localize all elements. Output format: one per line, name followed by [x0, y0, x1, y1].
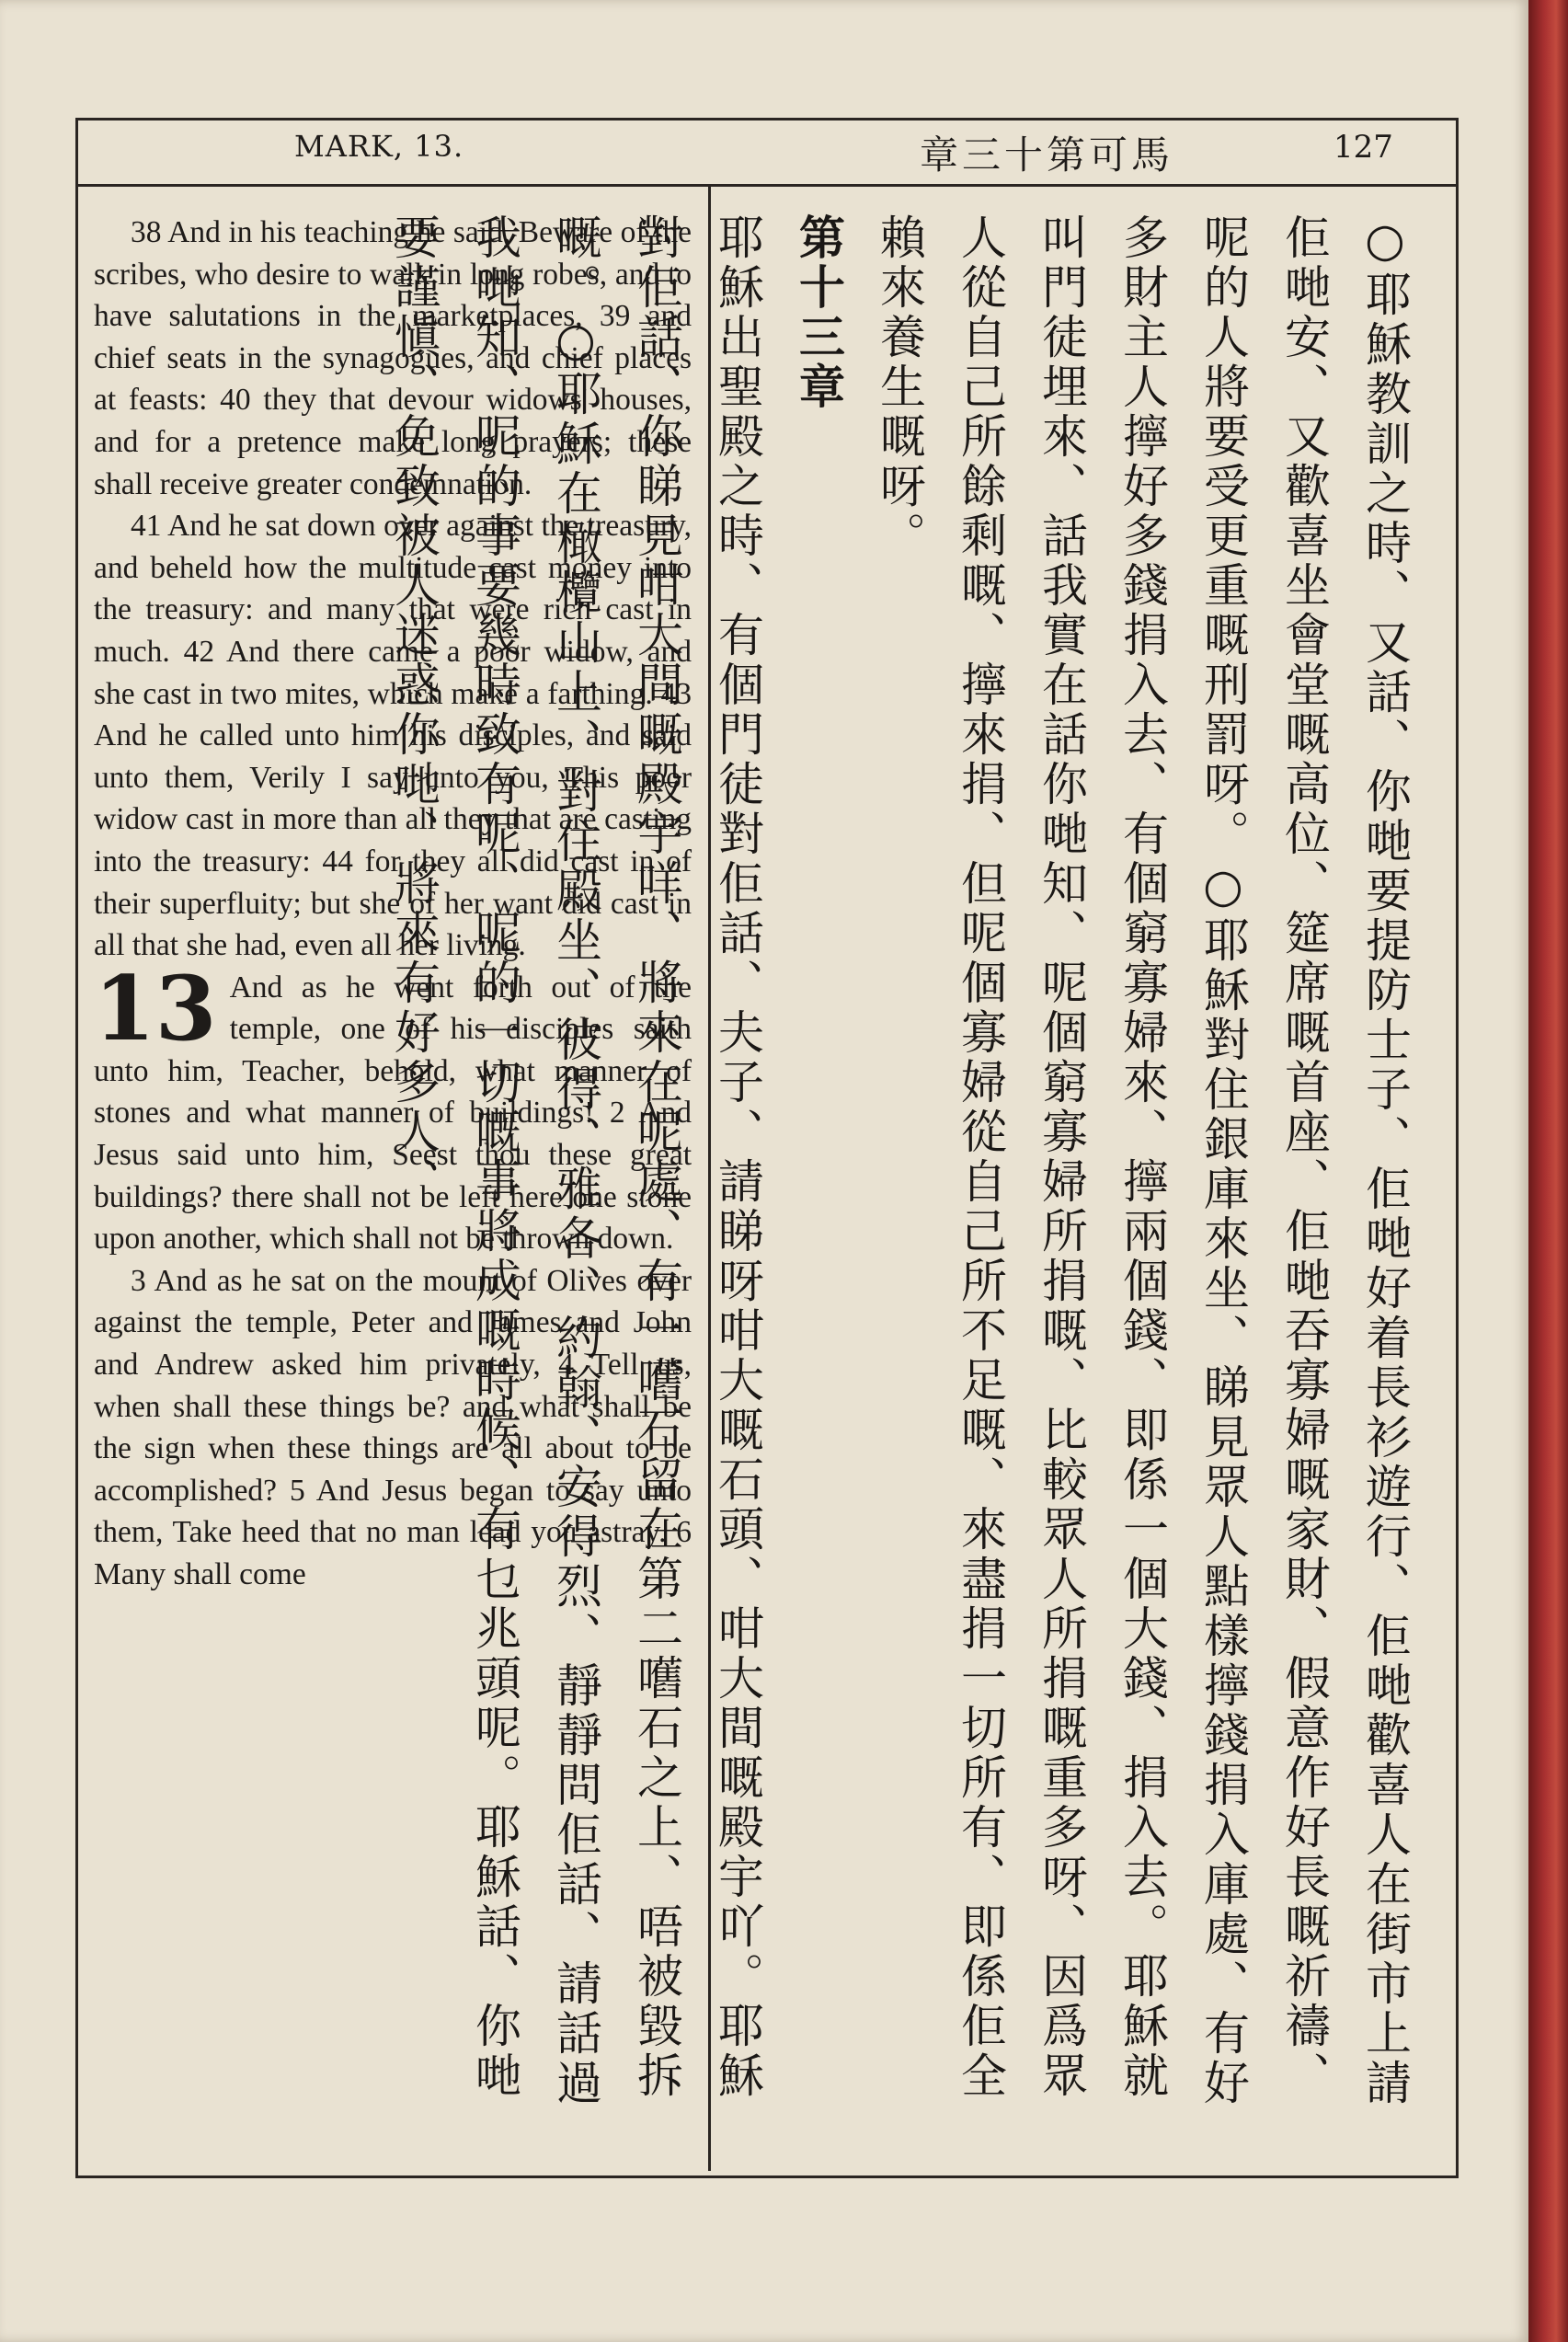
book-edge	[1528, 0, 1568, 2342]
paragraph-verse-41: 41 And he sat down over against the treasury, and beheld how the multitude cast money into the treasury: and many that were rich cast in much. 42 And there came a poor widow, and she cast in two mites, which make a farthing. 43 And he called unto him his disciples, and said unto them, Verily I say unto you, This poor widow cast in more than all they that are casting into the treasury: 44 for they all did cast in of their superfluity; but she of her want did cast in all that she had, even all her living.	[94, 509, 692, 963]
paragraph-verse-3: 3 And as he sat on the mount of Olives over against the temple, Peter and James and John and Andrew asked him privately, 4 Tell us, when shall these things be? and what shall be the sign when these things are all about to be accomplished? 5 And Jesus began to say unto them, Take heed that no man lead you astray. 6 Many shall come	[94, 1263, 692, 1591]
running-head-english: MARK, 13.	[294, 129, 464, 164]
running-head-chinese: 章三十第可馬	[920, 132, 1174, 178]
chinese-passage-ch12: ○耶穌教訓之時、又話、你哋要提防士子、佢哋好着長衫遊行、佢哋歡喜人在街市上請佢哋安、又歡喜坐會堂嘅高位、筵席嘅首座、佢哋吞寡婦嘅家財、假意作好長嘅祈禱、呢的人將要受更重嘅刑罰呀。○耶穌對住銀庫來坐、睇見眾人點樣擰錢捐入庫處、有好多財主人擰好多錢捐入去、有個窮寡婦來、擰兩個錢、即係一個大錢、捐入去。耶穌就叫門徒埋來、話我實在話你哋知、呢個窮寡婦所捐嘅、比較眾人所捐嘅重多呀、因爲眾人從自己所餘剩嘅、擰來捐、但呢個寡婦從自己所不足嘅、來盡捐一切所有、即係佢全賴來養生嘅呀。	[873, 213, 1412, 2108]
chinese-chapter-heading: 第十三章	[792, 213, 846, 412]
chapter-number: 13	[94, 956, 217, 1061]
page-number: 127	[1333, 129, 1393, 166]
paragraph-verse-38: 38 And in his teaching he said, Beware of the scribes, who desire to walk in long robes, and to have salutations in the marketplaces, 39 and chief seats in the synagogues, and chief places at feasts: 40 they that devour widows' houses, and for a pretence make long prayers; these shall receive greater condemnation.	[94, 215, 692, 501]
chinese-passage-ch13: 耶穌出聖殿之時、有個門徒對佢話、夫子、請睇呀咁大嘅石頭、咁大間嘅殿宇吖。耶穌對佢話、你睇見咁大間嘅殿宇咩、將來在呢處、有一嚿石留在第二嚿石之上、唔被毀拆嘅。○耶穌在橄欖山上、對住殿坐、彼得、雅各、約翰、安得烈、靜靜問佢話、請話過我哋知、呢的事要幾時致有呢、呢的一切嘅事將成嘅時候、有乜兆頭呢。耶穌話、你哋要謹愼、免致被人迷惑你哋、將來有好多人、	[387, 213, 764, 2108]
chapter-13-opening-text: And as he went forth out of the temple, one of his disciples saith unto him, Teacher, behold, what manner of stones and what manner of buildings! 2 And Jesus said unto him, Seest thou these great buildings? there shall not be left here one stone upon another, which shall not be thrown down.	[94, 970, 692, 1257]
header-rule	[75, 184, 1459, 187]
